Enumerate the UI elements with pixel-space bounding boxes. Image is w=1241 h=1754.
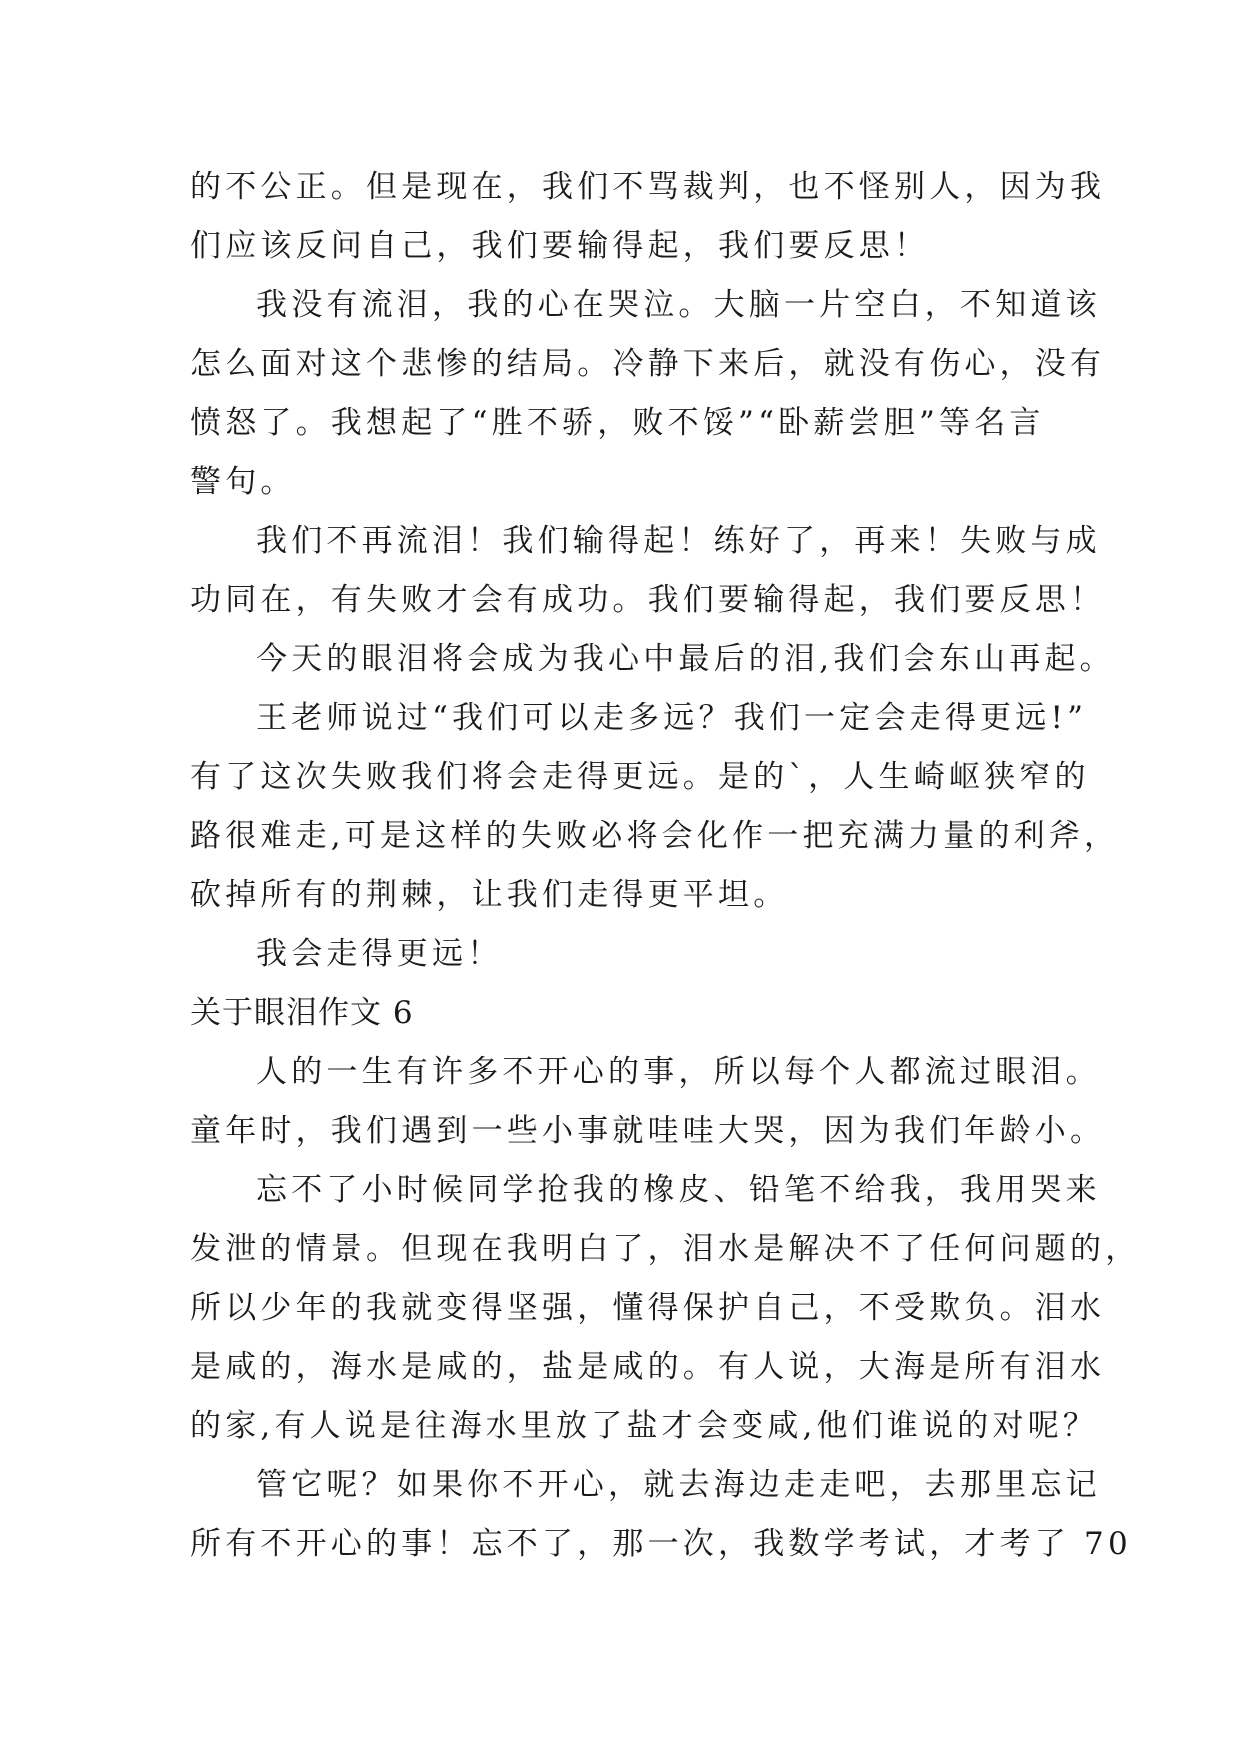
paragraph-start: 人的一生有许多不开心的事，所以每个人都流过眼泪。 [256,1054,1101,1090]
text-line: 的不公正。但是现在，我们不骂裁判，也不怪别人，因为我 [190,169,1106,205]
text-line: 警句。 [190,464,296,500]
text-line: 是咸的，海水是咸的，盐是咸的。有人说，大海是所有泪水 [190,1349,1106,1385]
text-line: 愤怒了。我想起了“胜不骄，败不馁”“卧薪尝胆”等名言 [190,405,1045,441]
text-line: 功同在，有失败才会有成功。我们要输得起，我们要反思！ [190,582,1106,618]
paragraph-start: 忘不了小时候同学抢我的橡皮、铅笔不给我，我用哭来 [256,1172,1101,1208]
text-line: 砍掉所有的荆棘，让我们走得更平坦。 [190,877,789,913]
text-line: 路很难走,可是这样的失败必将会化作一把充满力量的利斧， [190,818,1120,854]
section-heading: 关于眼泪作文 6 [190,995,414,1031]
text-line: 怎么面对这个悲惨的结局。冷静下来后，就没有伤心，没有 [190,346,1106,382]
text-line: 童年时，我们遇到一些小事就哇哇大哭，因为我们年龄小。 [190,1113,1106,1149]
text-line: 们应该反问自己，我们要输得起，我们要反思！ [190,228,930,264]
text-line: 有了这次失败我们将会走得更远。是的`，人生崎岖狭窄的 [190,759,1090,795]
paragraph-start: 管它呢？如果你不开心，就去海边走走吧，去那里忘记 [256,1467,1101,1503]
paragraph-start: 我会走得更远！ [256,936,503,972]
paragraph-start: 王老师说过“我们可以走多远？我们一定会走得更远!” [256,700,1088,736]
text-line: 所以少年的我就变得坚强，懂得保护自己，不受欺负。泪水 [190,1290,1106,1326]
text-line: 所有不开心的事！忘不了，那一次，我数学考试，才考了 70 [190,1526,1132,1562]
paragraph-start: 我没有流泪，我的心在哭泣。大脑一片空白，不知道该 [256,287,1101,323]
paragraph-start: 我们不再流泪！我们输得起！练好了，再来！失败与成 [256,523,1101,559]
text-line: 的家,有人说是往海水里放了盐才会变咸,他们谁说的对呢？ [190,1408,1099,1444]
paragraph-start: 今天的眼泪将会成为我心中最后的泪,我们会东山再起。 [256,641,1115,677]
text-line: 发泄的情景。但现在我明白了，泪水是解决不了任何问题的， [190,1231,1141,1267]
